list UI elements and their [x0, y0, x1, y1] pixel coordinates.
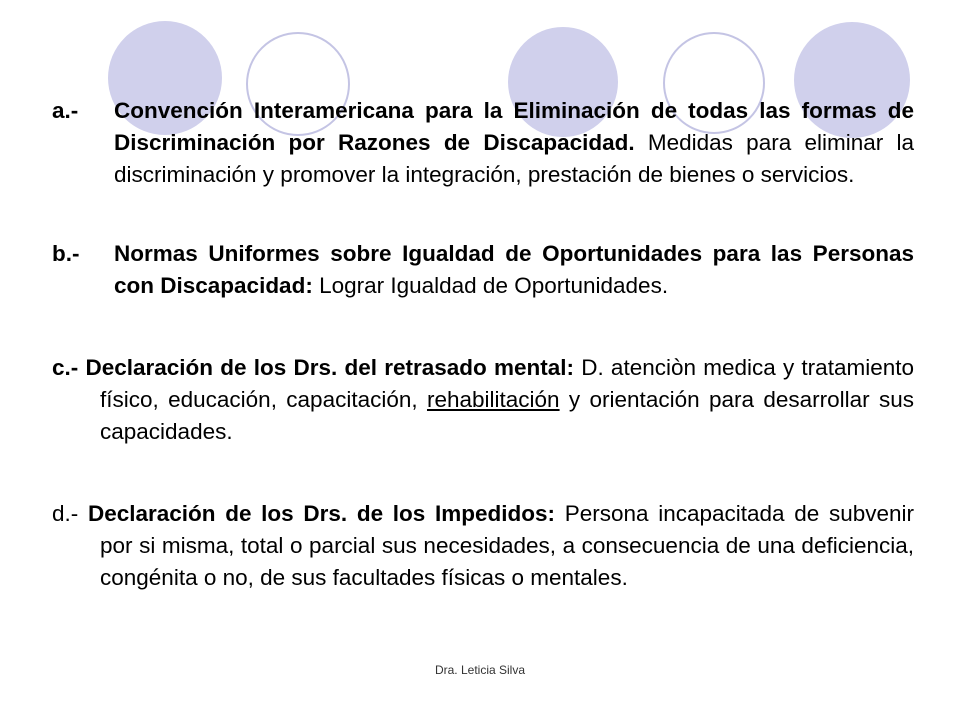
item-b — [52, 238, 914, 302]
item-c-underlined-word: rehabilitación — [426, 387, 560, 412]
slide-body — [52, 95, 914, 594]
item-b-text: Lograr Igualdad de Oportunidades. — [312, 273, 669, 298]
item-b-title: Normas Uniformes sobre Igualdad de Oportunidades para las Personas con Discapacidad: — [114, 241, 914, 298]
item-c-text: D. atenciòn medica y tratamiento físico, educación, capacitación, — [100, 355, 914, 412]
item-c-marker: c.- — [52, 355, 86, 380]
item-b-marker: b.- — [52, 241, 80, 266]
item-a-text: Medidas para eliminar la discriminación y promover la integración, prestación de bienes o servicios. — [114, 130, 914, 187]
item-c — [52, 352, 914, 448]
footer-author: Dra. Leticia Silva — [434, 663, 526, 677]
item-d-marker: d.- — [52, 501, 88, 526]
item-d — [52, 498, 914, 594]
item-c-text-end: y orientación para desarrollar sus capacidades. — [100, 387, 914, 444]
item-d-text: Persona incapacitada de subvenir por si misma, total o parcial sus necesidades, a consecuencia de una deficiencia, congénita o no, de sus facultades físicas o mentales. — [100, 501, 914, 590]
item-a-marker: a.- — [52, 98, 79, 123]
item-c-title: Declaración de los Drs. del retrasado mental: — [85, 355, 574, 380]
item-a — [52, 95, 914, 191]
item-a-title: Convención Interamericana para la Eliminación de todas las formas de Discriminación por Razones de Discapacidad. — [114, 98, 914, 155]
item-d-title: Declaración de los Drs. de los Impedidos: — [87, 501, 555, 526]
